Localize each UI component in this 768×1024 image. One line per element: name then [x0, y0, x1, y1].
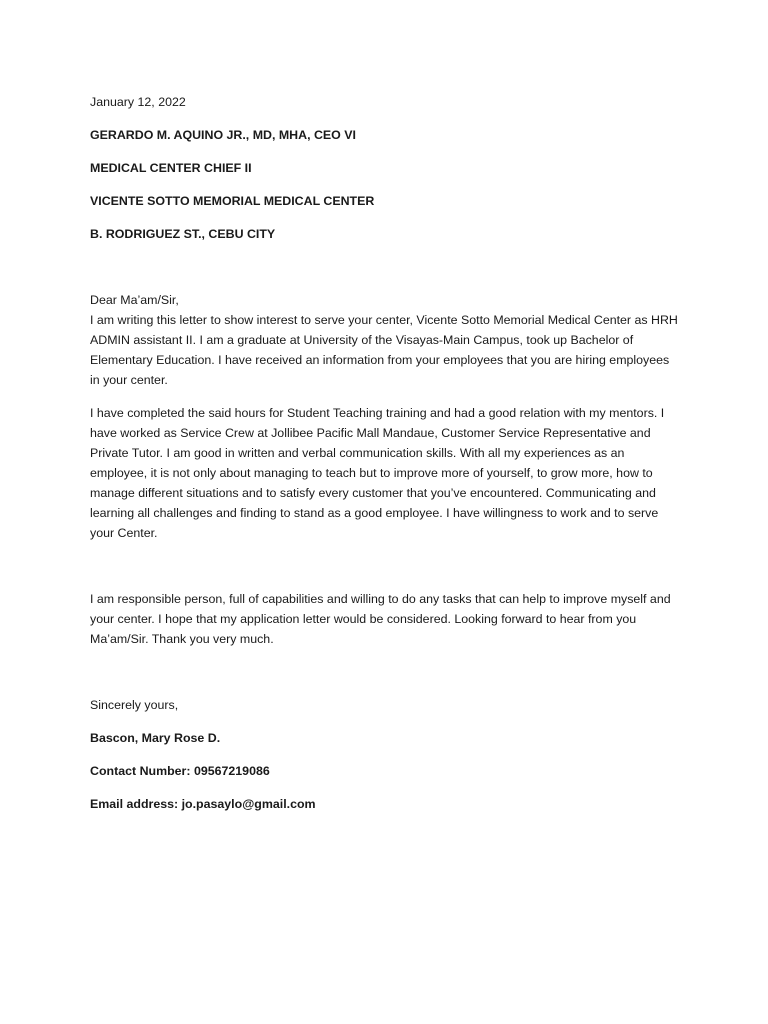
recipient-organization: VICENTE SOTTO MEMORIAL MEDICAL CENTER — [90, 194, 375, 208]
email-address: Email address: jo.pasaylo@gmail.com — [90, 797, 316, 811]
body-paragraph-1: I am writing this letter to show interest to serve your center, Vicente Sotto Memorial Medical Center as HRH ADMIN assistant II. I am a graduate at University of the Visayas-Main Campus, took up Bachelor of Elementary Education. I have received an information from your employees that you are hiring employees in your center. — [90, 313, 678, 387]
recipient-name: GERARDO M. AQUINO JR., MD, MHA, CEO VI — [90, 128, 356, 142]
signature-name: Bascon, Mary Rose D. — [90, 731, 221, 745]
recipient-address: B. RODRIGUEZ ST., CEBU CITY — [90, 227, 276, 241]
body-paragraph-2: I have completed the said hours for Student Teaching training and had a good relation with my mentors. I have worked as Service Crew at Jollibee Pacific Mall Mandaue, Customer Service Representative and Private Tutor. I am good in written and verbal communication skills. With all my experiences as an employee, it is not only about managing to teach but to improve more of yourself, to grow more, how to manage different situations and to satisfy every customer that you’ve encountered. Communicating and learning all challenges and finding to stand as a good employee. I have willingness to work and to serve your Center. — [90, 406, 665, 540]
closing: Sincerely yours, — [90, 698, 179, 712]
letter-date: January 12, 2022 — [90, 95, 186, 109]
salutation: Dear Ma’am/Sir, — [90, 293, 179, 307]
recipient-title: MEDICAL CENTER CHIEF II — [90, 161, 252, 175]
body-paragraph-3: I am responsible person, full of capabilities and willing to do any tasks that can help to improve myself and your center. I hope that my application letter would be considered. Looking forward to hear from you Ma’am/Sir. Thank you very much. — [90, 592, 671, 646]
contact-number: Contact Number: 09567219086 — [90, 764, 270, 778]
application-letter — [90, 92, 680, 814]
